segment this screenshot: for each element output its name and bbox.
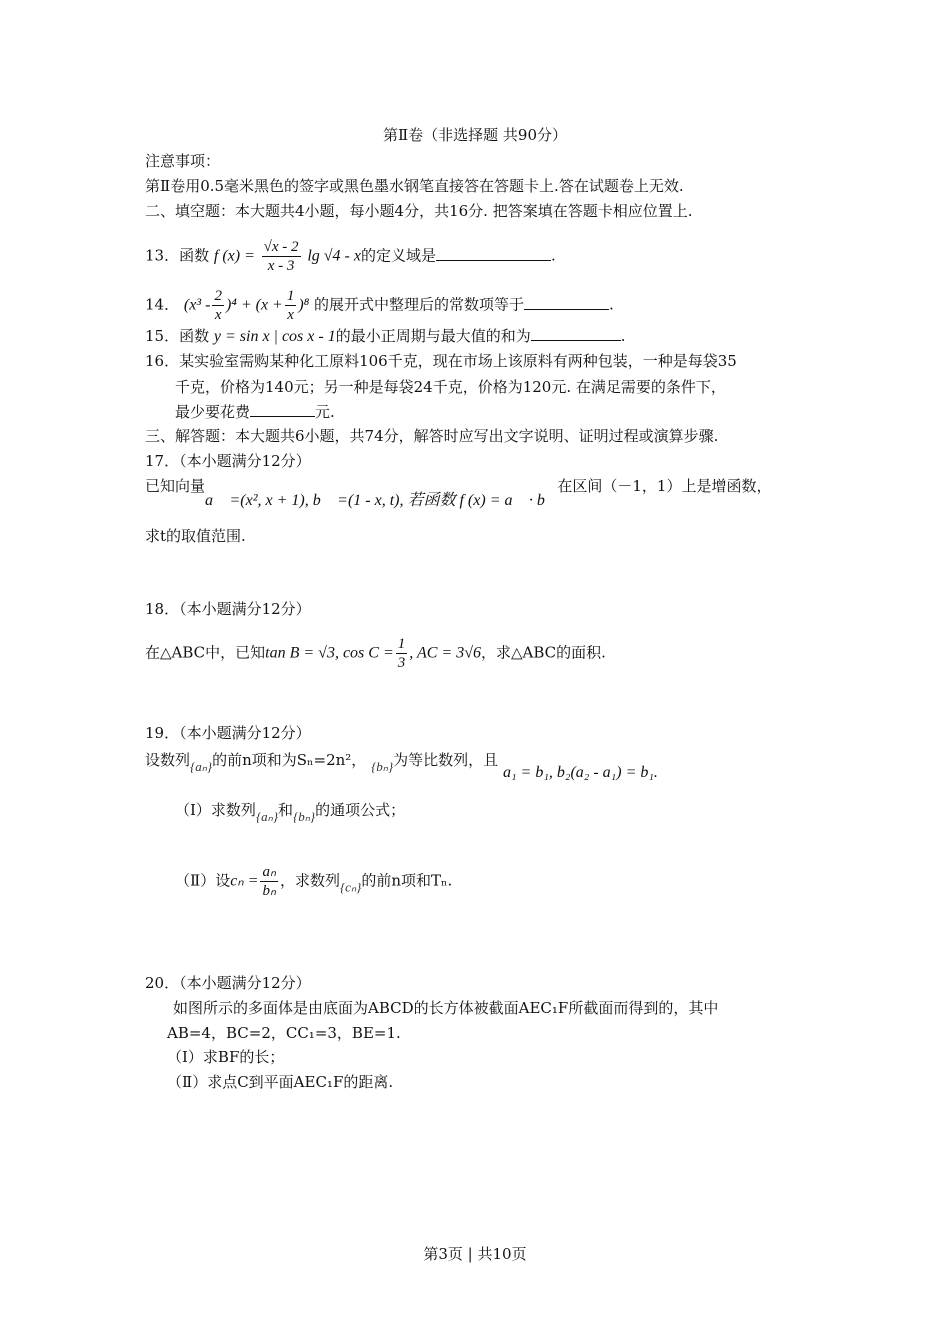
q14-answer-blank[interactable] [524,294,609,310]
question-13 [145,238,556,275]
q14-frac2 [285,287,297,324]
q16-text: 最少要花费 [175,403,251,421]
q20-part1: （Ⅰ）求BF的长； [167,1048,285,1066]
q19-cn: cₙ = [230,872,259,890]
q19-part2-c: 的前n项和Tₙ. [361,871,453,890]
q19-cn-num: aₙ [262,864,276,880]
section-title: 第Ⅱ卷（非选择题 共90分） [382,126,568,144]
q17-math: a⃗ =(x², x + 1), b⃗ =(1 - x, t), 若函数 f (x) = a⃗ · b⃗ [205,492,558,509]
q19-cn-fraction [260,863,277,900]
q19-part1 [175,800,405,827]
answer-heading: 三、解答题：本大题共6小题，共74分，解答时应写出文字说明、证明过程或演算步骤. [145,427,719,445]
q18-title: 18．（本小题满分12分） [145,600,311,618]
q13-log: lg √4 - x [307,247,361,265]
q16-line3 [175,401,335,422]
q14-tail: 的展开式中整理后的常数项等于 [314,295,525,314]
q14-frac1-den: x [214,307,222,323]
q19-p3: 为等比数列，且 [393,751,499,769]
q19-part1-a: （Ⅰ）求数列 [175,801,256,819]
q18-body [145,635,606,672]
q17-line2: 求t的取值范围. [145,527,246,545]
q19-seq-a: {aₙ} [190,759,213,774]
q16-answer-blank[interactable] [250,401,315,417]
q16-line1: 16．某实验室需购某种化工原料106千克，现在市场上该原料有两种包装，一种是每袋35 [145,352,737,370]
q19-p1: 设数列 [145,751,191,769]
question-14 [145,287,614,324]
q16-end: 元. [315,403,335,421]
notice-label: 注意事项： [145,152,221,170]
q19-cn-den: bₙ [262,883,276,899]
q18-frac-den: 3 [397,655,406,671]
q17-suffix: 在区间（－1，1）上是增函数， [557,477,772,495]
q13-denominator: x - 3 [267,258,295,274]
q13-end: . [551,246,556,265]
q19-part1-b: 的通项公式； [315,801,406,819]
q19-p2: 的前n项和为Sₙ=2n²， [212,751,367,769]
q14-frac1-num: 2 [214,288,222,304]
q14-end: . [609,295,614,314]
q14-frac1 [212,287,224,324]
q17-title: 17．（本小题满分12分） [145,452,311,470]
q18-suffix: ，求△ABC的面积. [480,643,606,662]
q13-tail: 的定义域是 [360,246,436,265]
q17-body [145,476,772,509]
q20-line2: AB=4，BC=2，CC₁=3，BE=1. [167,1024,401,1042]
q14-frac2-num: 1 [286,288,295,304]
q16-line2: 千克，价格为140元；另一种是每袋24千克，价格为120元. 在满足需要的条件下， [175,378,726,396]
q19-part2 [175,863,452,900]
q19-part1-seq-a: {aₙ} [255,809,279,824]
q19-body [145,750,658,781]
q20-line1: 如图所示的多面体是由底面为ABCD的长方体被截面AEC₁F所截面而得到的，其中 [173,999,719,1017]
q14-frac2-den: x [287,307,294,323]
notice-text: 第Ⅱ卷用0.5毫米黑色的签字或黑色墨水钢笔直接答在答题卡上.答在试题卷上无效. [145,177,684,195]
q19-condition: a₁ = b₁, b₂(a₂ - a₁) = b₁. [502,764,658,781]
q20-part2: （Ⅱ）求点C到平面AEC₁F的距离. [167,1073,394,1091]
q19-part1-and: 和 [278,801,294,819]
q19-part1-seq-b: {bₙ} [293,809,316,824]
q15-expr: y = sin x | cos x - 1 [213,328,336,345]
q15-answer-blank[interactable] [531,325,621,341]
q19-part2-b: ，求数列 [279,871,340,890]
q13-numerator: √x - 2 [263,239,299,255]
q18-fraction [396,635,408,672]
q18-math2: , AC = 3√6 [409,644,481,662]
page-footer: 第3页 | 共10页 [423,1245,527,1263]
question-15 [145,325,626,347]
q18-math1: tan B = √3, cos C = [265,644,394,662]
q19-title: 19．（本小题满分12分） [145,724,311,742]
q17-prefix: 已知向量 [145,477,206,495]
q18-frac-num: 1 [397,636,406,652]
q15-label: 15．函数 [145,327,210,345]
q18-prefix: 在△ABC中，已知 [145,643,266,662]
q15-end: . [620,327,626,345]
q14-part1: (x³ - [183,296,211,314]
q13-lhs: f (x) = [213,247,255,265]
q13-label: 13．函数 [145,246,210,265]
q14-label: 14． [145,295,180,314]
fill-in-heading: 二、填空题：本大题共4小题，每小题4分，共16分. 把答案填在答题卡相应位置上. [145,202,693,220]
q15-tail: 的最小正周期与最大值的和为 [335,327,531,345]
q19-part2-a: （Ⅱ）设 [175,871,231,890]
q20-title: 20．（本小题满分12分） [145,974,311,992]
q14-part2: )⁴ + (x + [225,296,283,314]
q14-part3: )⁸ [298,296,310,314]
q19-seq-b: {bₙ} [371,759,394,774]
q19-seq-c: {cₙ} [339,879,362,895]
q13-answer-blank[interactable] [436,245,551,261]
q13-fraction [262,238,301,275]
